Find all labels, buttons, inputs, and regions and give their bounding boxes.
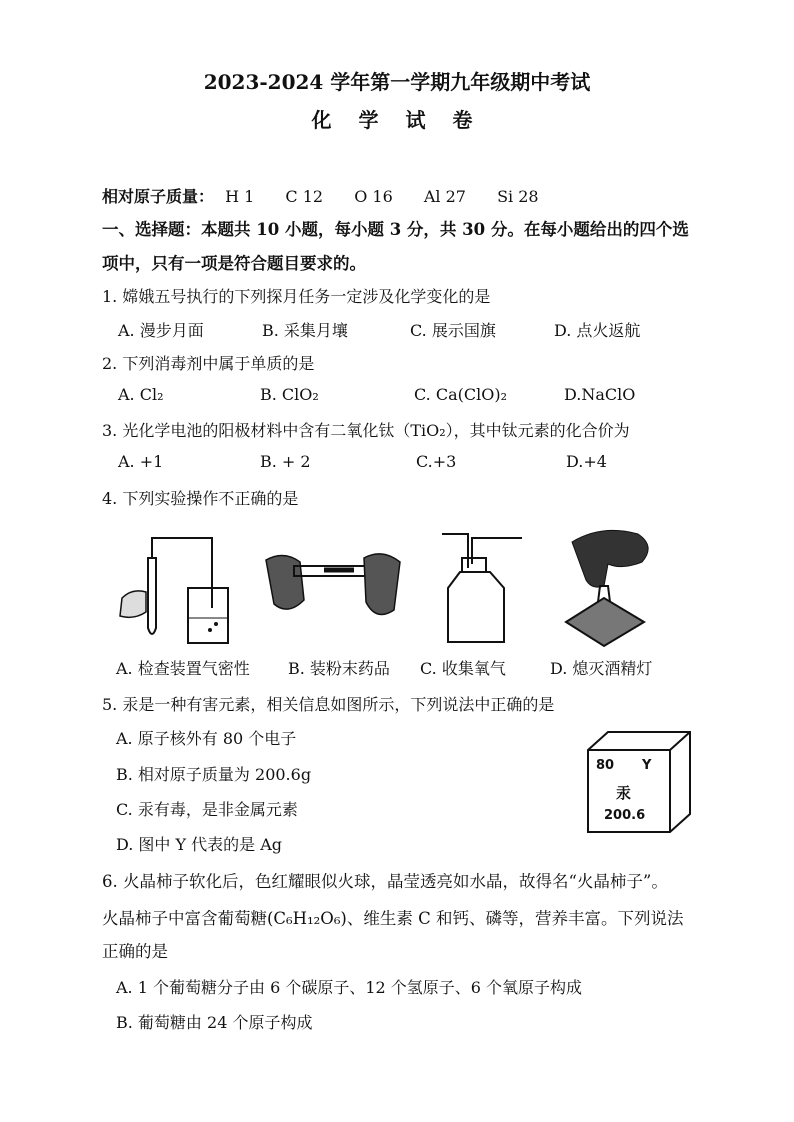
section-heading-line1: 一、选择题：本题共 10 小题，每小题 3 分，共 30 分。在每小题给出的四个选	[102, 220, 689, 239]
atomic-mass-label: 相对原子质量：	[102, 187, 215, 206]
question-6-stem-line2: 火晶柿子中富含葡萄糖(C₆H₁₂O₆)、维生素 C 和钙、磷等，营养丰富。下列说法	[102, 909, 684, 928]
option-d[interactable]: D.+4	[566, 452, 607, 471]
question-1-stem: 1. 嫦娥五号执行的下列探月任务一定涉及化学变化的是	[102, 287, 491, 306]
powder-loading-figure	[264, 540, 404, 630]
option-a[interactable]: A. 检查装置气密性	[116, 659, 250, 678]
exam-title: 2023-2024 学年第一学期九年级期中考试	[203, 70, 591, 94]
exam-subtitle: 化 学 试 卷	[311, 108, 483, 132]
element-symbol: Y	[642, 758, 652, 773]
option-c[interactable]: C. Ca(ClO)₂	[414, 385, 507, 404]
question-2-stem: 2. 下列消毒剂中属于单质的是	[102, 354, 315, 373]
question-6-stem-line1: 6. 火晶柿子软化后，色红耀眼似火球，晶莹透亮如水晶，故得名“火晶柿子”。	[102, 872, 668, 891]
atomic-mass-item: O 16	[354, 187, 393, 206]
option-c[interactable]: C. 汞有毒，是非金属元素	[116, 800, 298, 819]
element-atomic-number: 80	[596, 758, 615, 773]
option-a[interactable]: A. 漫步月面	[118, 321, 204, 340]
question-3-options	[118, 452, 678, 474]
element-atomic-mass: 200.6	[604, 808, 646, 823]
airtightness-check-figure	[112, 528, 232, 648]
option-a[interactable]: A. 原子核外有 80 个电子	[116, 729, 297, 748]
option-d[interactable]: D. 点火返航	[554, 321, 641, 340]
option-a[interactable]: A. 1 个葡萄糖分子由 6 个碳原子、12 个氢原子、6 个氧原子构成	[116, 978, 583, 997]
atomic-mass-item: Si 28	[497, 187, 539, 206]
element-name: 汞	[616, 784, 632, 802]
question-1-options	[118, 318, 678, 340]
option-b[interactable]: B. + 2	[260, 452, 311, 471]
option-d[interactable]: D. 熄灭酒精灯	[550, 659, 653, 678]
option-a[interactable]: A. Cl₂	[118, 385, 164, 404]
oxygen-collection-figure	[432, 528, 532, 648]
element-card	[586, 730, 692, 834]
question-5-stem: 5. 汞是一种有害元素，相关信息如图所示，下列说法中正确的是	[102, 695, 555, 714]
atomic-mass-item: H 1	[225, 187, 255, 206]
section-heading-line2: 项中，只有一项是符合题目要求的。	[102, 254, 366, 273]
question-4-options	[116, 656, 676, 678]
option-b[interactable]: B. 采集月壤	[262, 321, 348, 340]
alcohol-lamp-figure	[552, 524, 662, 648]
option-c[interactable]: C.+3	[416, 452, 457, 471]
question-6-stem-line3: 正确的是	[102, 942, 168, 961]
option-c[interactable]: C. 收集氧气	[420, 659, 506, 678]
option-b[interactable]: B. 装粉末药品	[288, 659, 390, 678]
option-c[interactable]: C. 展示国旗	[410, 321, 496, 340]
option-b[interactable]: B. 相对原子质量为 200.6g	[116, 765, 312, 784]
option-d[interactable]: D.NaClO	[564, 385, 636, 404]
option-a[interactable]: A. +1	[118, 452, 164, 471]
atomic-mass-line	[102, 184, 539, 207]
atomic-mass-item: C 12	[285, 187, 324, 206]
atomic-mass-item: Al 27	[423, 187, 466, 206]
question-3-stem: 3. 光化学电池的阳极材料中含有二氧化钛（TiO₂），其中钛元素的化合价为	[102, 421, 630, 440]
question-2-options	[118, 385, 678, 407]
option-b[interactable]: B. ClO₂	[260, 385, 319, 404]
question-4-stem: 4. 下列实验操作不正确的是	[102, 489, 299, 508]
option-b[interactable]: B. 葡萄糖由 24 个原子构成	[116, 1013, 313, 1032]
option-d[interactable]: D. 图中 Y 代表的是 Ag	[116, 835, 283, 854]
